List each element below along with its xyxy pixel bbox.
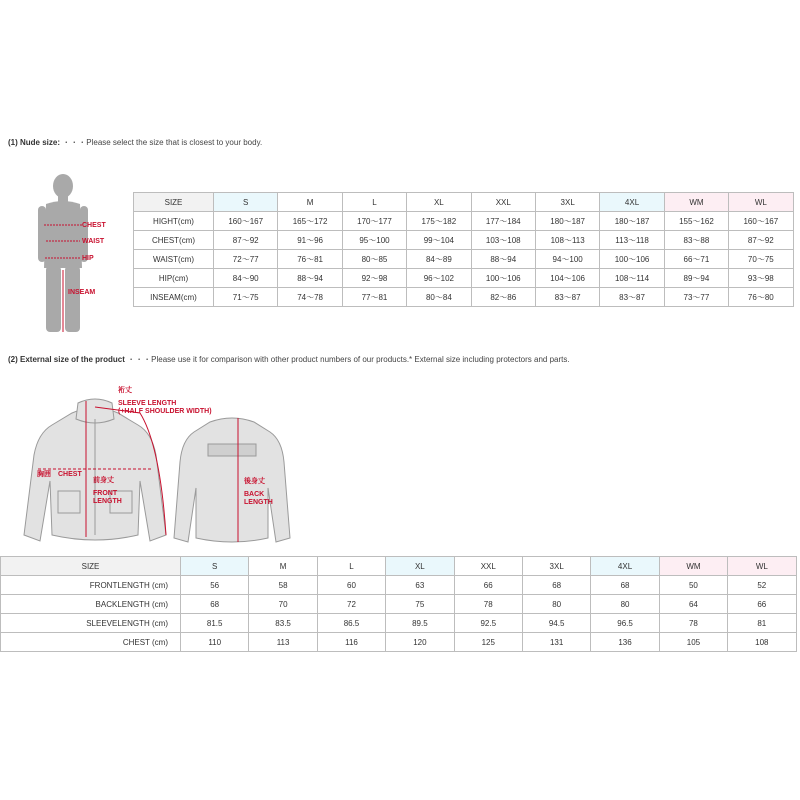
table-cell: 136 bbox=[591, 633, 659, 652]
table-cell: 80 bbox=[591, 595, 659, 614]
table-row bbox=[1, 576, 797, 595]
table-cell: 83.5 bbox=[249, 614, 317, 633]
table-cell: 113 bbox=[249, 633, 317, 652]
jacket-label-back-2: LENGTH bbox=[244, 499, 273, 506]
row-label: WAIST(cm) bbox=[134, 250, 214, 269]
table-cell: 170～177 bbox=[342, 212, 406, 231]
table-cell: 93～98 bbox=[729, 269, 793, 288]
table-cell: 77～81 bbox=[342, 288, 406, 307]
table-cell: 108 bbox=[728, 633, 796, 652]
header-cell: 4XL bbox=[591, 557, 659, 576]
table-cell: 66 bbox=[454, 576, 522, 595]
row-label: BACKLENGTH (cm) bbox=[1, 595, 181, 614]
table-row bbox=[134, 250, 794, 269]
table-cell: 80～85 bbox=[342, 250, 406, 269]
table-cell: 70 bbox=[249, 595, 317, 614]
table-cell: 68 bbox=[522, 576, 590, 595]
table-cell: 116 bbox=[317, 633, 385, 652]
table-cell: 84～90 bbox=[214, 269, 278, 288]
jacket-label-back-1: BACK bbox=[244, 491, 265, 498]
table-cell: 177～184 bbox=[471, 212, 535, 231]
table-cell: 80 bbox=[522, 595, 590, 614]
table-cell: 180～187 bbox=[600, 212, 664, 231]
table-cell: 83～88 bbox=[664, 231, 728, 250]
section2-dots: ・・・ bbox=[127, 355, 152, 364]
table-cell: 68 bbox=[181, 595, 249, 614]
header-cell: WL bbox=[729, 193, 793, 212]
table-cell: 160～167 bbox=[729, 212, 793, 231]
header-cell: 4XL bbox=[600, 193, 664, 212]
table-cell: 80～84 bbox=[407, 288, 471, 307]
table-cell: 104～106 bbox=[535, 269, 599, 288]
header-cell: S bbox=[181, 557, 249, 576]
table-cell: 87～92 bbox=[214, 231, 278, 250]
table-cell: 78 bbox=[659, 614, 727, 633]
row-label: SLEEVELENGTH (cm) bbox=[1, 614, 181, 633]
section2-title: (2) External size of the product bbox=[8, 355, 125, 364]
jacket-label-sleeve-2: (+HALF SHOULDER WIDTH) bbox=[118, 408, 212, 415]
row-label: CHEST(cm) bbox=[134, 231, 214, 250]
row-label: CHEST (cm) bbox=[1, 633, 181, 652]
header-cell: M bbox=[278, 193, 342, 212]
table-cell: 125 bbox=[454, 633, 522, 652]
section1-title: (1) Nude size: bbox=[8, 138, 61, 147]
table-cell: 75 bbox=[386, 595, 454, 614]
table-header-row bbox=[134, 193, 794, 212]
header-cell: 3XL bbox=[522, 557, 590, 576]
table-cell: 108～114 bbox=[600, 269, 664, 288]
body-label-hip: HIP bbox=[82, 255, 94, 262]
table-cell: 66～71 bbox=[664, 250, 728, 269]
table-cell: 64 bbox=[659, 595, 727, 614]
table-cell: 81 bbox=[728, 614, 796, 633]
row-label: FRONTLENGTH (cm) bbox=[1, 576, 181, 595]
table-cell: 105 bbox=[659, 633, 727, 652]
table-cell: 100～106 bbox=[471, 269, 535, 288]
table-cell: 86.5 bbox=[317, 614, 385, 633]
table-cell: 110 bbox=[181, 633, 249, 652]
table-row bbox=[134, 269, 794, 288]
table-cell: 96.5 bbox=[591, 614, 659, 633]
header-cell: SIZE bbox=[1, 557, 181, 576]
table-cell: 58 bbox=[249, 576, 317, 595]
table-cell: 131 bbox=[522, 633, 590, 652]
table-cell: 160～167 bbox=[214, 212, 278, 231]
table-row bbox=[134, 212, 794, 231]
section1-heading bbox=[8, 137, 262, 148]
table-cell: 72～77 bbox=[214, 250, 278, 269]
table-cell: 71～75 bbox=[214, 288, 278, 307]
header-cell: WM bbox=[659, 557, 727, 576]
table-cell: 89～94 bbox=[664, 269, 728, 288]
table-cell: 99～104 bbox=[407, 231, 471, 250]
jacket-label-chest-jp: 胸囲 bbox=[37, 471, 51, 478]
table-cell: 68 bbox=[591, 576, 659, 595]
table-cell: 92～98 bbox=[342, 269, 406, 288]
jacket-label-front-2: LENGTH bbox=[93, 498, 122, 505]
jacket-label-chest: CHEST bbox=[58, 471, 82, 478]
row-label: INSEAM(cm) bbox=[134, 288, 214, 307]
header-cell: WL bbox=[728, 557, 796, 576]
table-cell: 50 bbox=[659, 576, 727, 595]
table-cell: 82～86 bbox=[471, 288, 535, 307]
header-cell: XL bbox=[407, 193, 471, 212]
header-cell: XL bbox=[386, 557, 454, 576]
header-cell: SIZE bbox=[134, 193, 214, 212]
header-cell: XXL bbox=[454, 557, 522, 576]
table-cell: 180～187 bbox=[535, 212, 599, 231]
table-cell: 81.5 bbox=[181, 614, 249, 633]
header-cell: L bbox=[317, 557, 385, 576]
section2-description: Please use it for comparison with other product numbers of our products.* External size including protectors and parts. bbox=[151, 355, 570, 364]
table-cell: 95～100 bbox=[342, 231, 406, 250]
header-cell: M bbox=[249, 557, 317, 576]
table-cell: 52 bbox=[728, 576, 796, 595]
external-size-table bbox=[0, 556, 797, 652]
table-cell: 96～102 bbox=[407, 269, 471, 288]
table-cell: 83～87 bbox=[600, 288, 664, 307]
table-cell: 100～106 bbox=[600, 250, 664, 269]
table-cell: 78 bbox=[454, 595, 522, 614]
table-cell: 72 bbox=[317, 595, 385, 614]
header-cell: XXL bbox=[471, 193, 535, 212]
section1-description: Please select the size that is closest to your body. bbox=[86, 138, 263, 147]
table-row bbox=[1, 595, 797, 614]
table-cell: 103～108 bbox=[471, 231, 535, 250]
table-cell: 84～89 bbox=[407, 250, 471, 269]
jacket-label-sleeve-jp: 裄丈 bbox=[118, 387, 132, 394]
jacket-back-figure bbox=[172, 412, 292, 552]
table-cell: 165～172 bbox=[278, 212, 342, 231]
table-cell: 63 bbox=[386, 576, 454, 595]
table-cell: 175～182 bbox=[407, 212, 471, 231]
row-label: HIP(cm) bbox=[134, 269, 214, 288]
body-label-chest: CHEST bbox=[82, 222, 106, 229]
table-cell: 88～94 bbox=[278, 269, 342, 288]
table-cell: 70～75 bbox=[729, 250, 793, 269]
table-cell: 83～87 bbox=[535, 288, 599, 307]
section2-heading bbox=[8, 354, 570, 365]
header-cell: 3XL bbox=[535, 193, 599, 212]
table-cell: 92.5 bbox=[454, 614, 522, 633]
header-cell: L bbox=[342, 193, 406, 212]
header-cell: S bbox=[214, 193, 278, 212]
table-header-row bbox=[1, 557, 797, 576]
table-cell: 76～81 bbox=[278, 250, 342, 269]
table-cell: 94.5 bbox=[522, 614, 590, 633]
table-row bbox=[134, 288, 794, 307]
jacket-label-front-1: FRONT bbox=[93, 490, 118, 497]
table-cell: 88～94 bbox=[471, 250, 535, 269]
table-cell: 113～118 bbox=[600, 231, 664, 250]
table-cell: 56 bbox=[181, 576, 249, 595]
table-row bbox=[1, 633, 797, 652]
table-cell: 66 bbox=[728, 595, 796, 614]
body-label-inseam: INSEAM bbox=[68, 289, 96, 296]
table-cell: 120 bbox=[386, 633, 454, 652]
header-cell: WM bbox=[664, 193, 728, 212]
table-cell: 108～113 bbox=[535, 231, 599, 250]
table-cell: 91～96 bbox=[278, 231, 342, 250]
jacket-label-back-jp: 後身丈 bbox=[244, 478, 265, 485]
table-cell: 60 bbox=[317, 576, 385, 595]
jacket-label-sleeve-1: SLEEVE LENGTH bbox=[118, 400, 177, 407]
jacket-label-front-jp: 前身丈 bbox=[93, 477, 114, 484]
table-cell: 89.5 bbox=[386, 614, 454, 633]
row-label: HIGHT(cm) bbox=[134, 212, 214, 231]
table-cell: 73～77 bbox=[664, 288, 728, 307]
table-cell: 87～92 bbox=[729, 231, 793, 250]
body-label-waist: WAIST bbox=[82, 238, 105, 245]
nude-size-table bbox=[133, 192, 794, 307]
table-cell: 155～162 bbox=[664, 212, 728, 231]
table-cell: 76～80 bbox=[729, 288, 793, 307]
table-row bbox=[1, 614, 797, 633]
table-cell: 94～100 bbox=[535, 250, 599, 269]
table-cell: 74～78 bbox=[278, 288, 342, 307]
table-row bbox=[134, 231, 794, 250]
section1-dots: ・・・ bbox=[62, 138, 87, 147]
